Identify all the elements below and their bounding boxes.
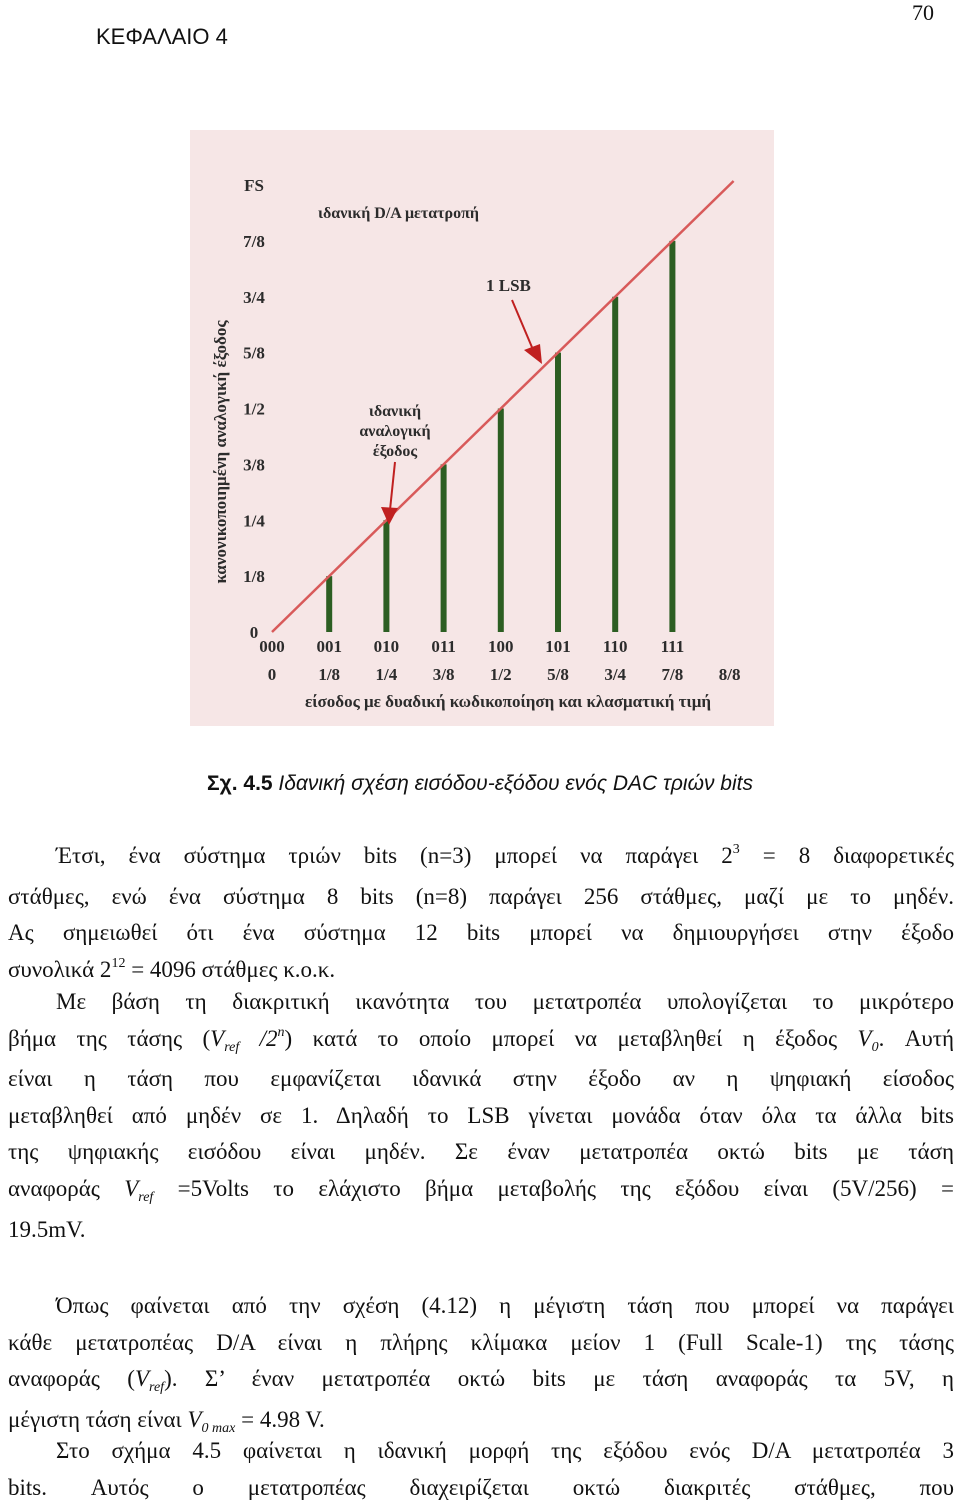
output-bar (441, 464, 447, 632)
caption-number: Σχ. 4.5 (207, 772, 273, 795)
y-tick-label: FS (244, 176, 264, 195)
ideal-converter-label: ιδανική D/A μετατροπή (318, 205, 479, 222)
y-tick-label: 1/4 (243, 511, 265, 531)
x-fraction-label: 3/8 (432, 665, 455, 684)
symbol-v: V (124, 1175, 139, 1201)
x-code-label: 111 (660, 637, 685, 656)
dac-figure (190, 130, 774, 726)
paragraph-3 (8, 1288, 954, 1442)
x-fraction-label: 1/2 (489, 665, 512, 684)
text-line: είναι η τάση που εμφανίζεται ιδανικά στην έξοδο αν η ψηφιακή είσοδος (8, 1066, 954, 1092)
text-line: Όπως φαίνεται από την σχέση (4.12) η μέγιστη τάση που μπορεί να παράγει (56, 1293, 954, 1318)
output-bar (326, 576, 332, 632)
text-span: /2 (239, 1025, 278, 1051)
subscript: ref (224, 1039, 240, 1055)
x-code-label: 100 (488, 637, 514, 656)
text-line (8, 1361, 954, 1402)
paragraph-4 (8, 1433, 954, 1506)
x-fraction-label: 1/4 (375, 665, 398, 684)
y-tick-label: 3/8 (243, 455, 265, 475)
symbol-v: V (187, 1406, 202, 1432)
superscript: n (277, 1024, 285, 1040)
ideal-output-label-line: ιδανική (368, 403, 422, 420)
output-bar (498, 409, 504, 633)
x-code-label: 110 (602, 637, 628, 656)
x-code-label: 101 (545, 637, 571, 656)
text-span: = 8 διαφορετικές (739, 843, 954, 868)
x-fraction-label: 0 (267, 665, 277, 684)
text-span: αναφοράς ( (8, 1366, 135, 1392)
x-fraction-label: 1/8 (318, 665, 341, 684)
text-line (8, 838, 954, 879)
text-span: συνολικά 2 (8, 956, 112, 982)
output-bar (383, 520, 389, 632)
subscript: 0 (871, 1039, 879, 1055)
y-tick-label: 0 (249, 623, 259, 642)
x-fraction-labels (268, 665, 741, 684)
y-axis-label: κανονικοποιημένη αναλογική έξοδος (211, 320, 230, 584)
y-tick-label: 1/2 (243, 399, 265, 419)
text-span: μέγιστη τάση είναι (8, 1406, 188, 1432)
x-code-label: 001 (316, 637, 342, 656)
text-span: = 4.98 V. (235, 1406, 325, 1432)
y-tick-label: 5/8 (243, 343, 265, 363)
text-line: Με βάση τη διακριτική ικανότητα του μετατροπέα υπολογίζεται το μικρότερο (56, 989, 954, 1014)
figure-caption (0, 772, 960, 796)
paragraph-2 (8, 984, 954, 1248)
text-span: ). Σ’ έναν μετατροπέα οκτώ bits με τάση αναφοράς τα 5V, η (164, 1366, 954, 1392)
y-tick-labels (243, 176, 265, 642)
text-line: στάθμες, ενώ ένα σύστημα 8 bits (n=8) παράγει 256 στάθμες, μαζί με το μηδέν. (8, 883, 954, 909)
y-tick-label: 1/8 (243, 567, 265, 587)
text-line (8, 1021, 954, 1062)
symbol-v: V (210, 1025, 225, 1051)
x-fraction-label: 8/8 (718, 665, 741, 684)
text-span: αναφοράς (8, 1175, 125, 1201)
lsb-label: 1 LSB (486, 276, 531, 295)
text-line: bits. Αυτός ο μετατροπέας διαχειρίζεται οκτώ διακριτές στάθμες, που (8, 1474, 954, 1500)
x-code-label: 000 (259, 637, 285, 656)
superscript: 3 (732, 842, 740, 857)
text-line: κάθε μετατροπέας D/A είναι η πλήρης κλίμακα μείον 1 (Full Scale-1) της τάσης (8, 1329, 954, 1355)
subscript: ref (138, 1189, 154, 1205)
text-span: =5Volts το ελάχιστο βήμα μεταβολής της εξόδου είναι (5V/256) = (153, 1175, 954, 1201)
text-span: ) κατά το οποίο μπορεί να μεταβληθεί η έξοδος (284, 1025, 858, 1051)
text-span: = 4096 στάθμες κ.ο.κ. (125, 956, 336, 982)
ideal-output-label-line: έξοδος (372, 443, 418, 460)
output-bar (669, 241, 675, 632)
x-axis-label: είσοδος με δυαδική κωδικοποίηση και κλασματική τιμή (304, 692, 712, 711)
subscript: ref (149, 1380, 165, 1396)
paragraph-1 (8, 838, 954, 992)
text-line (8, 1171, 954, 1212)
text-line: Στο σχήμα 4.5 φαίνεται η ιδανική μορφή της εξόδου ενός D/A μετατροπέα 3 (56, 1438, 954, 1463)
x-code-label: 011 (431, 637, 456, 656)
dac-figure-svg (190, 130, 774, 726)
x-fraction-label: 3/4 (604, 665, 627, 684)
symbol-v: V (857, 1025, 872, 1051)
text-line: Ας σημειωθεί ότι ένα σύστημα 12 bits μπορεί να δημιουργήσει στην έξοδο (8, 920, 954, 946)
y-tick-label: 3/4 (243, 287, 265, 307)
text-span: . Αυτή (878, 1025, 954, 1051)
text-span: Έτσι, ένα σύστημα τριών bits (n=3) μπορεί να παράγει 2 (56, 843, 733, 868)
text-line: της ψηφιακής εισόδου είναι μηδέν. Σε έναν μετατροπέα οκτώ bits με τάση (8, 1139, 954, 1165)
chapter-header: ΚΕΦΑΛΑΙΟ 4 (96, 24, 228, 49)
caption-text: Ιδανική σχέση εισόδου-εξόδου ενός DAC τριών bits (272, 772, 753, 795)
x-fraction-label: 5/8 (547, 665, 569, 684)
text-line: μεταβληθεί από μηδέν σε 1. Δηλαδή το LSB γίνεται μονάδα όταν όλα τα άλλα bits (8, 1102, 954, 1128)
subscript: 0 max (201, 1420, 236, 1436)
text-span: βήμα της τάσης ( (8, 1025, 211, 1051)
superscript: 12 (111, 955, 126, 971)
y-tick-label: 7/8 (243, 231, 265, 251)
page-number: 70 (912, 0, 934, 25)
x-code-label: 010 (373, 637, 400, 656)
output-bar (555, 353, 561, 632)
ideal-output-label-line: αναλογική (359, 423, 431, 440)
output-bar (612, 297, 618, 632)
x-fraction-label: 7/8 (661, 665, 684, 684)
symbol-v: V (134, 1366, 150, 1392)
text-line: 19.5mV. (8, 1216, 86, 1242)
